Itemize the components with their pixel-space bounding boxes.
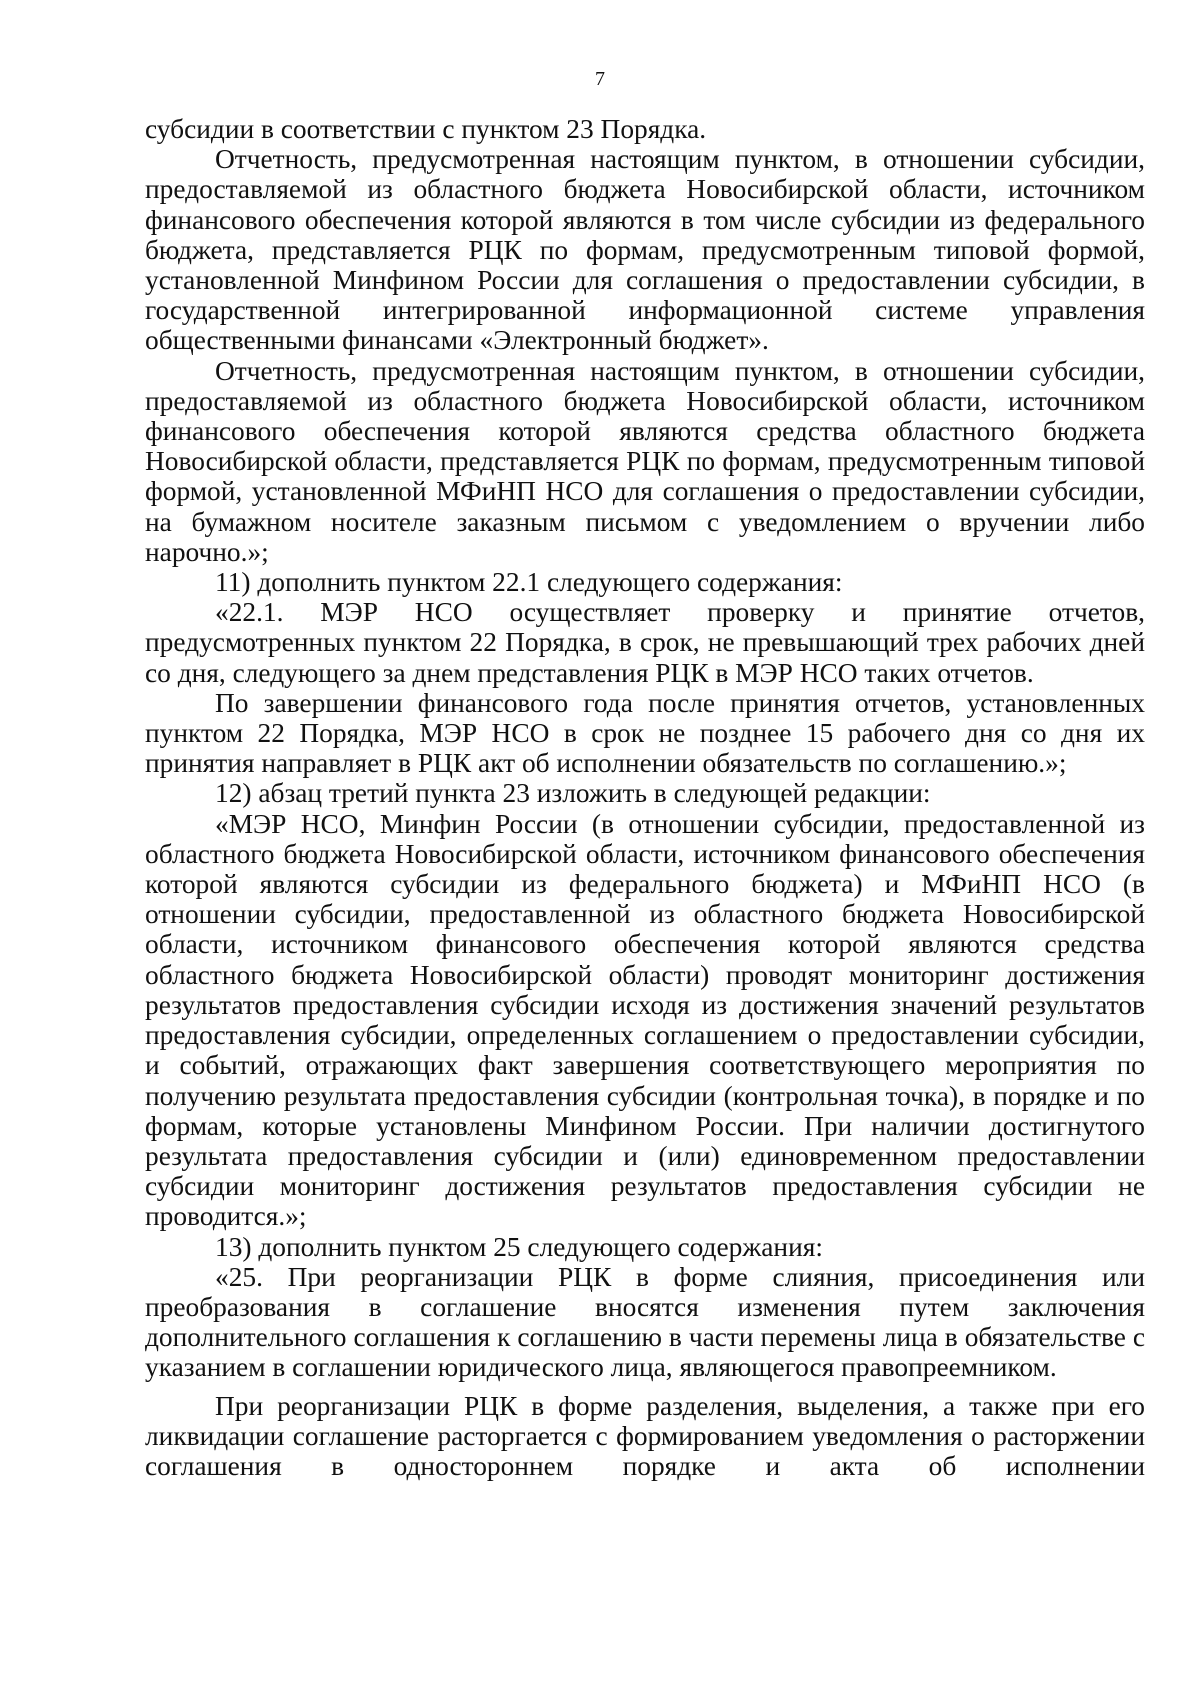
paragraph: По завершении финансового года после принятия отчетов, установленных пунктом 22 Порядка, МЭР НСО в срок не позднее 15 рабочего дня со дня их принятия направляет в РЦК акт об исполнении обязательств по соглашению.»; bbox=[145, 687, 1145, 779]
paragraph: 12) абзац третий пункта 23 изложить в следующей редакции: bbox=[215, 778, 931, 809]
paragraph: При реорганизации РЦК в форме разделения, выделения, а также при его ликвидации соглашение расторгается с формированием уведомления о расторжении соглашения в одностороннем порядке и акта об исполнении bbox=[145, 1390, 1145, 1481]
paragraph: Отчетность, предусмотренная настоящим пунктом, в отношении субсидии, предоставляемой из областного бюджета Новосибирской области, источником финансового обеспечения которой являются в том числе субсидии из федерального бюджета, представляется РЦК по формам, предусмотренным типовой формой, установленной Минфином России для соглашения о предоставлении субсидии, в государственной интегрированной информационной системе управления общественными финансами «Электронный бюджет». bbox=[145, 144, 1145, 356]
paragraph: 13) дополнить пунктом 25 следующего содержания: bbox=[215, 1231, 823, 1262]
paragraph: «25. При реорганизации РЦК в форме слияния, присоединения или преобразования в соглашение вносятся изменения путем заключения дополнительного соглашения к соглашению в части перемены лица в обязательстве с указанием в соглашении юридического лица, являющегося правопреемником. bbox=[145, 1261, 1145, 1383]
paragraph: «22.1. МЭР НСО осуществляет проверку и принятие отчетов, предусмотренных пунктом 22 Порядка, в срок, не превышающий трех рабочих дней со дня, следующего за днем представления РЦК в МЭР НСО таких отчетов. bbox=[145, 597, 1145, 688]
paragraph: «МЭР НСО, Минфин России (в отношении субсидии, предоставленной из областного бюджета Новосибирской области, источником финансового обеспечения которой являются субсидии из федерального бюджета) и МФиНП НСО (в отношении субсидии, предоставленной из областного бюджета Новосибирской области, источником финансового обеспечения которой являются средства областного бюджета Новосибирской области) проводят мониторинг достижения результатов предоставления субсидии исходя из достижения значений результатов предоставления субсидии, определенных соглашением о предоставлении субсидии, и событий, отражающих факт завершения соответствующего мероприятия по получению результата предоставления субсидии (контрольная точка), в порядке и по формам, которые установлены Минфином России. При наличии достигнутого результата предоставления субсидии и (или) единовременном предоставлении субсидии мониторинг достижения результатов предоставления субсидии не проводится.»; bbox=[145, 808, 1145, 1232]
document-body bbox=[145, 114, 1145, 1481]
paragraph: 11) дополнить пунктом 22.1 следующего содержания: bbox=[215, 567, 843, 598]
page-number: 7 bbox=[595, 68, 605, 90]
paragraph-continuation: субсидии в соответствии с пунктом 23 Порядка. bbox=[145, 114, 707, 144]
paragraph: Отчетность, предусмотренная настоящим пунктом, в отношении субсидии, предоставляемой из областного бюджета Новосибирской области, источником финансового обеспечения которой являются средства областного бюджета Новосибирской области, представляется РЦК по формам, предусмотренным типовой формой, установленной МФиНП НСО для соглашения о предоставлении субсидии, на бумажном носителе заказным письмом с уведомлением о вручении либо нарочно.»; bbox=[145, 355, 1145, 567]
